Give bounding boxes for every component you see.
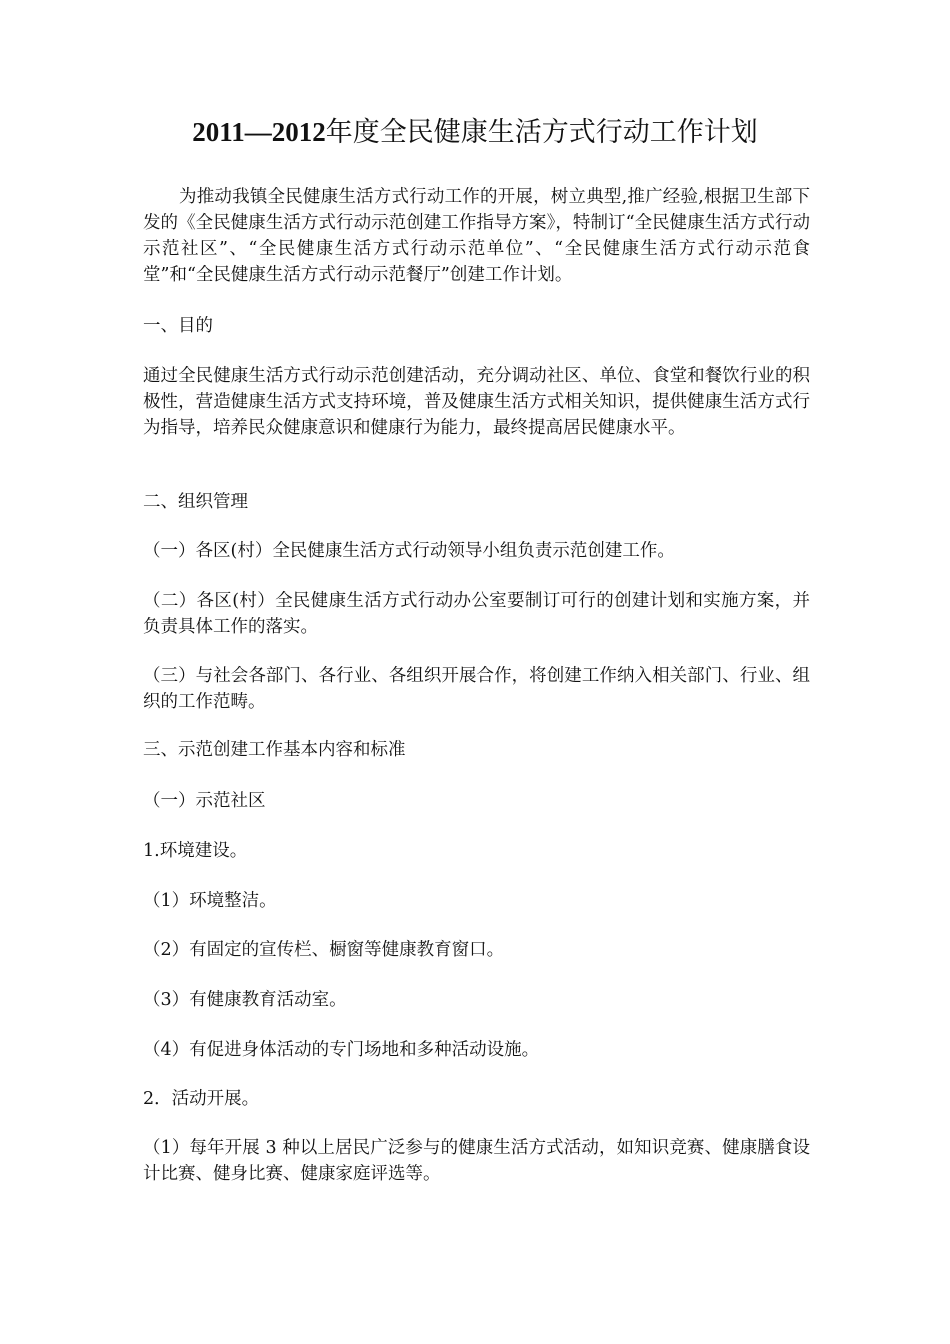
subsection-heading-community: （一）示范社区 — [143, 791, 266, 811]
item-activities-1: （1）每年开展 3 种以上居民广泛参与的健康生活方式活动，如知识竞赛、健康膳食设计比赛、健身比赛、健康家庭评选等。 — [143, 1138, 810, 1184]
organization-item-2: （二）各区(村）全民健康生活方式行动办公室要制订可行的创建计划和实施方案，并负责具体工作的落实。 — [143, 591, 810, 637]
organization-item-1: （一）各区(村）全民健康生活方式行动领导小组负责示范创建工作。 — [143, 541, 675, 561]
section-heading-organization: 二、组织管理 — [143, 492, 248, 512]
item-activities: 2．活动开展。 — [143, 1089, 260, 1109]
item-environment-2: （2）有固定的宣传栏、橱窗等健康教育窗口。 — [143, 940, 505, 960]
purpose-paragraph: 通过全民健康生活方式行动示范创建活动，充分调动社区、单位、食堂和餐饮行业的积极性，营造健康生活方式支持环境，普及健康生活方式相关知识，提供健康生活方式行为指导，培养民众健康意识和健康行为能力，最终提高居民健康水平。 — [143, 366, 810, 438]
item-environment: 1.环境建设。 — [143, 841, 248, 861]
item-environment-1: （1）环境整洁。 — [143, 891, 277, 911]
organization-item-3: （三）与社会各部门、各行业、各组织开展合作，将创建工作纳入相关部门、行业、组织的工作范畴。 — [143, 666, 810, 712]
item-environment-3: （3）有健康教育活动室。 — [143, 990, 347, 1010]
section-heading-standards: 三、示范创建工作基本内容和标准 — [143, 740, 406, 760]
item-environment-4: （4）有促进身体活动的专门场地和多种活动设施。 — [143, 1040, 540, 1060]
document-title — [0, 112, 950, 153]
title-text: 年度全民健康生活方式行动工作计划 — [325, 117, 758, 148]
section-heading-purpose: 一、目的 — [143, 316, 213, 336]
intro-paragraph: 为推动我镇全民健康生活方式行动工作的开展，树立典型,推广经验,根据卫生部下发的《全民健康生活方式行动示范创建工作指导方案》，特制订“全民健康生活方式行动示范社区”、“全民健康生活方式行动示范单位”、“全民健康生活方式行动示范食堂”和“全民健康生活方式行动示范餐厅”创建工作计划。 — [143, 187, 810, 285]
title-years: 2011—2012 — [192, 117, 326, 147]
